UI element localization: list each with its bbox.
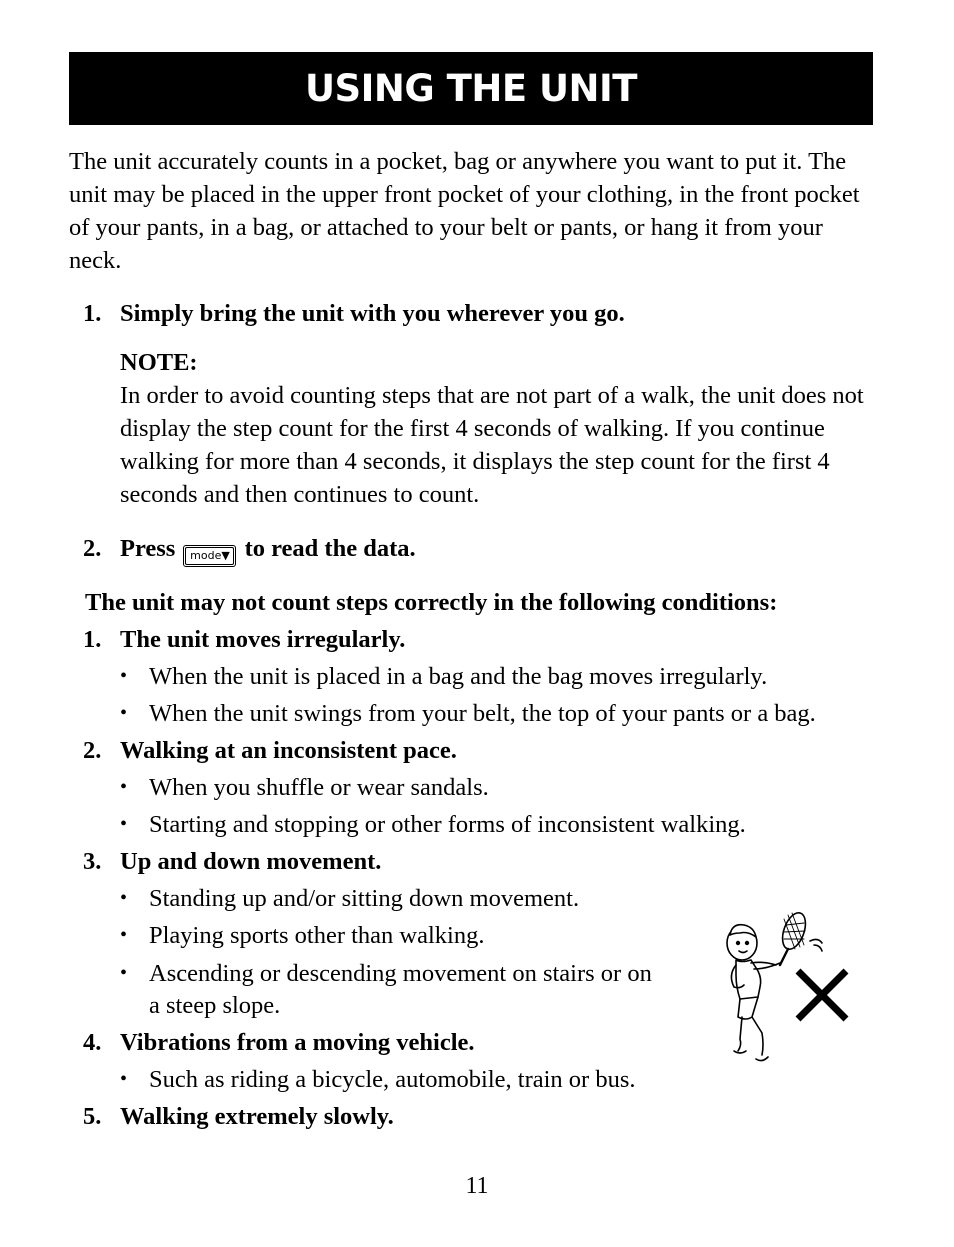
note-label: NOTE:: [120, 349, 198, 376]
condition-2-number: 2.: [83, 737, 102, 764]
condition-1-bullet-2: When the unit swings from your belt, the top of your pants or a bag.: [149, 700, 816, 727]
step-2-number: 2.: [83, 535, 102, 562]
bullet-icon: •: [120, 813, 128, 835]
section-title: USING THE UNIT: [304, 67, 638, 110]
condition-3-bullet-1: Standing up and/or sitting down movement.: [149, 885, 580, 912]
condition-3-bullet-2: Playing sports other than walking.: [149, 922, 485, 949]
condition-5-number: 5.: [83, 1103, 102, 1130]
condition-1-number: 1.: [83, 626, 102, 653]
condition-3-bullet-3: Ascending or descending movement on stairs or on: [149, 960, 652, 987]
condition-3-title: Up and down movement.: [120, 848, 382, 875]
step-1-text: Simply bring the unit with you wherever you go.: [120, 300, 625, 327]
condition-4-title: Vibrations from a moving vehicle.: [120, 1029, 475, 1056]
bullet-icon: •: [120, 887, 128, 909]
note-text: In order to avoid counting steps that are not part of a walk, the unit does not display the step count for the first 4 seconds of walking. If you continue walking for more than 4 seconds, it displays the step count for the first 4 seconds and then continues to count.: [120, 382, 864, 508]
child-figure-icon: [727, 925, 822, 1061]
mode-key-label: mode▼: [185, 547, 234, 565]
tennis-player-icon: [718, 905, 858, 1075]
step-2-text: [120, 532, 416, 567]
condition-2-bullet-2: Starting and stopping or other forms of inconsistent walking.: [149, 811, 746, 838]
condition-3-bullet-3-cont: a steep slope.: [149, 992, 281, 1019]
racket-icon: [778, 910, 810, 965]
x-mark-icon: [798, 971, 846, 1019]
bullet-icon: •: [120, 924, 128, 946]
step-1-number: 1.: [83, 300, 102, 327]
condition-4-number: 4.: [83, 1029, 102, 1056]
condition-1-bullet-1: When the unit is placed in a bag and the bag moves irregularly.: [149, 663, 768, 690]
bullet-icon: •: [120, 1068, 128, 1090]
bullet-icon: •: [120, 962, 128, 984]
condition-3-number: 3.: [83, 848, 102, 875]
conditions-heading: The unit may not count steps correctly in the following conditions:: [85, 589, 778, 616]
intro-paragraph: The unit accurately counts in a pocket, bag or anywhere you want to put it. The unit may be placed in the upper front pocket of your clothing, in the front pocket of your pants, in a bag, or attached to your belt or pants, or hang it from your neck.: [69, 148, 860, 274]
section-header-banner: [69, 52, 873, 125]
bullet-icon: •: [120, 776, 128, 798]
condition-5-title: Walking extremely slowly.: [120, 1103, 394, 1130]
mode-key-icon: [183, 545, 236, 567]
step-2-press: Press: [120, 535, 176, 562]
step-2-rest: to read the data.: [244, 535, 416, 562]
condition-2-bullet-1: When you shuffle or wear sandals.: [149, 774, 489, 801]
bullet-icon: •: [120, 665, 128, 687]
bullet-icon: •: [120, 702, 128, 724]
condition-1-title: The unit moves irregularly.: [120, 626, 406, 653]
page-number: 11: [465, 1173, 489, 1199]
condition-2-title: Walking at an inconsistent pace.: [120, 737, 457, 764]
condition-4-bullet-1: Such as riding a bicycle, automobile, train or bus.: [149, 1066, 636, 1093]
